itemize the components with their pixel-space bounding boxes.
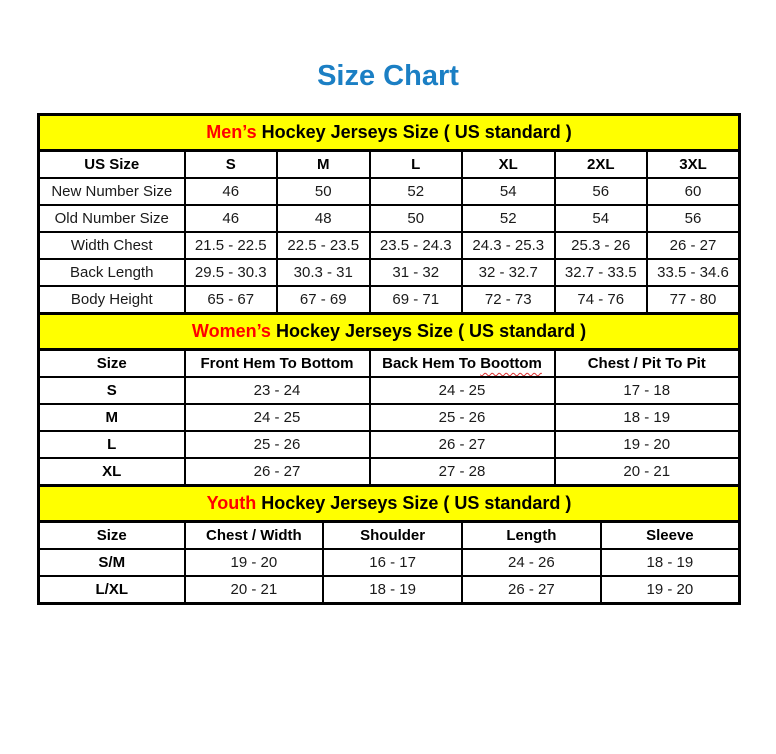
womens-column-header: Front Hem To Bottom <box>185 350 370 378</box>
mens-column-header: XL <box>462 151 555 179</box>
youth-column-header: Shoulder <box>323 522 462 550</box>
mens-size-value: 50 <box>370 205 463 232</box>
womens-section-title: Women’s Hockey Jerseys Size ( US standard ) <box>39 314 740 350</box>
mens-row-label: Body Height <box>39 286 185 314</box>
mens-size-value: 33.5 - 34.6 <box>647 259 740 286</box>
mens-size-value: 74 - 76 <box>555 286 648 314</box>
womens-section-title-highlight: Women’s <box>191 321 271 341</box>
mens-size-value: 21.5 - 22.5 <box>185 232 278 259</box>
mens-row-label: Width Chest <box>39 232 185 259</box>
mens-size-value: 52 <box>370 178 463 205</box>
youth-size-value: 18 - 19 <box>601 549 740 576</box>
womens-size-value: 27 - 28 <box>370 458 555 486</box>
mens-size-value: 30.3 - 31 <box>277 259 370 286</box>
mens-row <box>39 259 740 286</box>
womens-size-value: 26 - 27 <box>370 431 555 458</box>
mens-size-value: 77 - 80 <box>647 286 740 314</box>
mens-size-table <box>37 113 741 315</box>
mens-size-value: 29.5 - 30.3 <box>185 259 278 286</box>
mens-size-value: 26 - 27 <box>647 232 740 259</box>
womens-row-label: L <box>39 431 185 458</box>
youth-size-value: 16 - 17 <box>323 549 462 576</box>
mens-size-value: 56 <box>647 205 740 232</box>
mens-row-label: Old Number Size <box>39 205 185 232</box>
mens-size-value: 32.7 - 33.5 <box>555 259 648 286</box>
mens-row-label: New Number Size <box>39 178 185 205</box>
size-chart-tables <box>37 113 741 605</box>
youth-size-value: 19 - 20 <box>185 549 324 576</box>
mens-size-value: 48 <box>277 205 370 232</box>
mens-size-value: 31 - 32 <box>370 259 463 286</box>
womens-size-value: 24 - 25 <box>185 404 370 431</box>
youth-column-header: Sleeve <box>601 522 740 550</box>
youth-size-value: 19 - 20 <box>601 576 740 604</box>
youth-size-value: 26 - 27 <box>462 576 601 604</box>
youth-column-header: Length <box>462 522 601 550</box>
mens-size-value: 65 - 67 <box>185 286 278 314</box>
womens-row <box>39 377 740 404</box>
womens-header-row <box>39 350 740 378</box>
youth-column-header: Chest / Width <box>185 522 324 550</box>
womens-column-header: Chest / Pit To Pit <box>555 350 740 378</box>
youth-row-label: L/XL <box>39 576 185 604</box>
mens-size-value: 54 <box>462 178 555 205</box>
mens-size-value: 22.5 - 23.5 <box>277 232 370 259</box>
mens-row <box>39 232 740 259</box>
womens-size-value: 25 - 26 <box>185 431 370 458</box>
mens-section-band <box>39 115 740 151</box>
youth-row <box>39 549 740 576</box>
womens-size-table <box>37 312 741 487</box>
mens-size-value: 32 - 32.7 <box>462 259 555 286</box>
column-header-text: Back Hem To <box>382 355 481 372</box>
mens-size-value: 24.3 - 25.3 <box>462 232 555 259</box>
mens-row <box>39 286 740 314</box>
womens-size-value: 25 - 26 <box>370 404 555 431</box>
mens-size-value: 56 <box>555 178 648 205</box>
size-chart-page <box>0 62 776 605</box>
womens-row-label: M <box>39 404 185 431</box>
mens-size-value: 52 <box>462 205 555 232</box>
mens-column-header: 3XL <box>647 151 740 179</box>
page-title: Size Chart <box>317 60 459 92</box>
mens-size-value: 60 <box>647 178 740 205</box>
mens-size-value: 23.5 - 24.3 <box>370 232 463 259</box>
womens-size-value: 26 - 27 <box>185 458 370 486</box>
womens-size-value: 18 - 19 <box>555 404 740 431</box>
womens-row-label: XL <box>39 458 185 486</box>
mens-size-value: 46 <box>185 178 278 205</box>
mens-section-title: Men’s Hockey Jerseys Size ( US standard ) <box>39 115 740 151</box>
mens-size-value: 54 <box>555 205 648 232</box>
womens-size-value: 17 - 18 <box>555 377 740 404</box>
womens-size-value: 20 - 21 <box>555 458 740 486</box>
youth-row <box>39 576 740 604</box>
youth-size-table <box>37 484 741 605</box>
mens-column-header: US Size <box>39 151 185 179</box>
mens-size-value: 50 <box>277 178 370 205</box>
womens-column-header <box>370 350 555 378</box>
womens-row-label: S <box>39 377 185 404</box>
youth-column-header: Size <box>39 522 185 550</box>
womens-section-band <box>39 314 740 350</box>
youth-section-band <box>39 486 740 522</box>
womens-row <box>39 431 740 458</box>
youth-size-value: 24 - 26 <box>462 549 601 576</box>
womens-size-value: 23 - 24 <box>185 377 370 404</box>
mens-header-row <box>39 151 740 179</box>
youth-row-label: S/M <box>39 549 185 576</box>
womens-row <box>39 404 740 431</box>
youth-header-row <box>39 522 740 550</box>
womens-size-value: 19 - 20 <box>555 431 740 458</box>
mens-size-value: 69 - 71 <box>370 286 463 314</box>
mens-row-label: Back Length <box>39 259 185 286</box>
youth-section-title-highlight: Youth <box>206 493 257 513</box>
mens-column-header: L <box>370 151 463 179</box>
mens-row <box>39 205 740 232</box>
womens-size-value: 24 - 25 <box>370 377 555 404</box>
mens-column-header: 2XL <box>555 151 648 179</box>
mens-row <box>39 178 740 205</box>
womens-row <box>39 458 740 486</box>
youth-section-title: Youth Hockey Jerseys Size ( US standard ) <box>39 486 740 522</box>
youth-size-value: 20 - 21 <box>185 576 324 604</box>
mens-column-header: M <box>277 151 370 179</box>
misspelled-word: Boottom <box>480 355 542 372</box>
mens-size-value: 46 <box>185 205 278 232</box>
womens-column-header: Size <box>39 350 185 378</box>
mens-section-title-highlight: Men’s <box>206 122 257 142</box>
mens-size-value: 72 - 73 <box>462 286 555 314</box>
mens-size-value: 67 - 69 <box>277 286 370 314</box>
mens-size-value: 25.3 - 26 <box>555 232 648 259</box>
mens-column-header: S <box>185 151 278 179</box>
youth-size-value: 18 - 19 <box>323 576 462 604</box>
